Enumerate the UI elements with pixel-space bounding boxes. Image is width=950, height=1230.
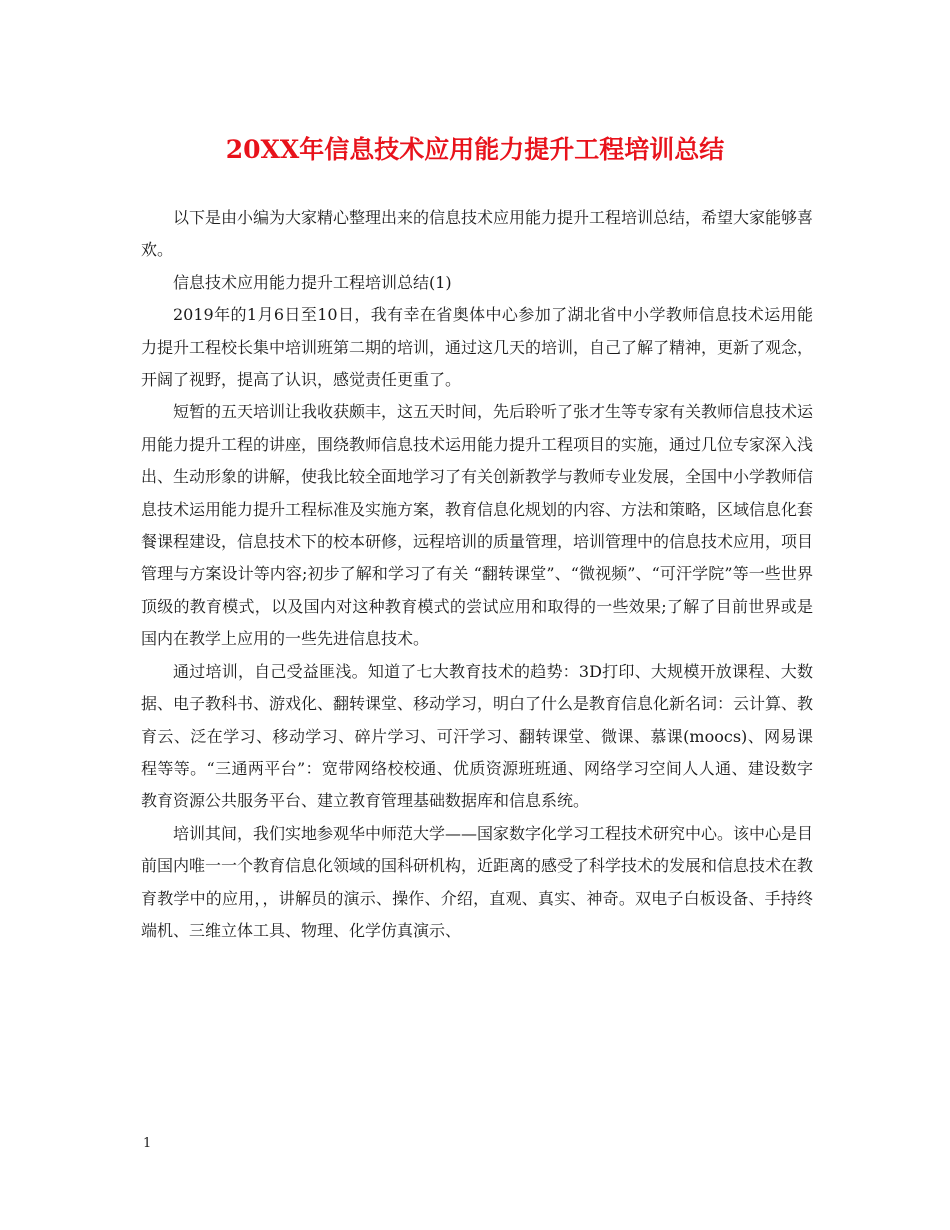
paragraph-section-heading: 信息技术应用能力提升工程培训总结(1) bbox=[173, 272, 452, 292]
page-number: 1 bbox=[143, 1136, 152, 1151]
paragraph-training-content: 短暂的五天培训让我收获颇丰，这五天时间，先后聆听了张才生等专家有关教师信息技术运用能力提升工程的讲座，围绕教师信息技术运用能力提升工程项目的实施，通过几位专家深入浅出、生动形象的讲解，使我比较全面地学习了有关创新教学与教师专业发展，全国中小学教师信息技术运用能力提升工程标准及实施方案，教育信息化规划的内容、方法和策略，区域信息化套餐课程建设，信息技术下的校本研修，远程培训的质量管理，培训管理中的信息技术应用，项目管理与方案设计等内容;初步了解和学习了有关 “翻转课堂”、“微视频”、“可汗学院”等一些世界顶级的教育模式，以及国内对这种教育模式的尝试应用和取得的一些效果;了解了目前世界或是国内在教学上应用的一些先进信息技术。 bbox=[141, 402, 814, 649]
paragraph-intro: 以下是由小编为大家精心整理出来的信息技术应用能力提升工程培训总结，希望大家能够喜欢。 bbox=[141, 208, 814, 260]
document-body bbox=[141, 202, 813, 947]
document-title: 20XX年信息技术应用能力提升工程培训总结 bbox=[225, 135, 725, 164]
paragraph-site-visit: 培训其间，我们实地参观华中师范大学——国家数字化学习工程技术研究中心。该中心是目前国内唯一一个教育信息化领域的国科研机构，近距离的感受了科学技术的发展和信息技术在教育教学中的应用，，讲解员的演示、操作、介绍，直观、真实、神奇。双电子白板设备、手持终端机、三维立体工具、物理、化学仿真演示、 bbox=[141, 823, 814, 940]
paragraph-training-benefits: 通过培训，自己受益匪浅。知道了七大教育技术的趋势：3D打印、大规模开放课程、大数据、电子教科书、游戏化、翻转课堂、移动学习，明白了什么是教育信息化新名词：云计算、教育云、泛在学习、移动学习、碎片学习、可汗学习、翻转课堂、微课、慕课(moocs)、网易课程等等。“三通两平台”：宽带网络校校通、优质资源班班通、网络学习空间人人通、建设数字教育资源公共服务平台、建立教育管理基础数据库和信息系统。 bbox=[141, 661, 814, 811]
paragraph-training-overview: 2019年的1月6日至10日，我有幸在省奥体中心参加了湖北省中小学教师信息技术运用能力提升工程校长集中培训班第二期的培训，通过这几天的培训，自己了解了精神，更新了观念，开阔了视野，提高了认识，感觉责任更重了。 bbox=[141, 305, 814, 390]
